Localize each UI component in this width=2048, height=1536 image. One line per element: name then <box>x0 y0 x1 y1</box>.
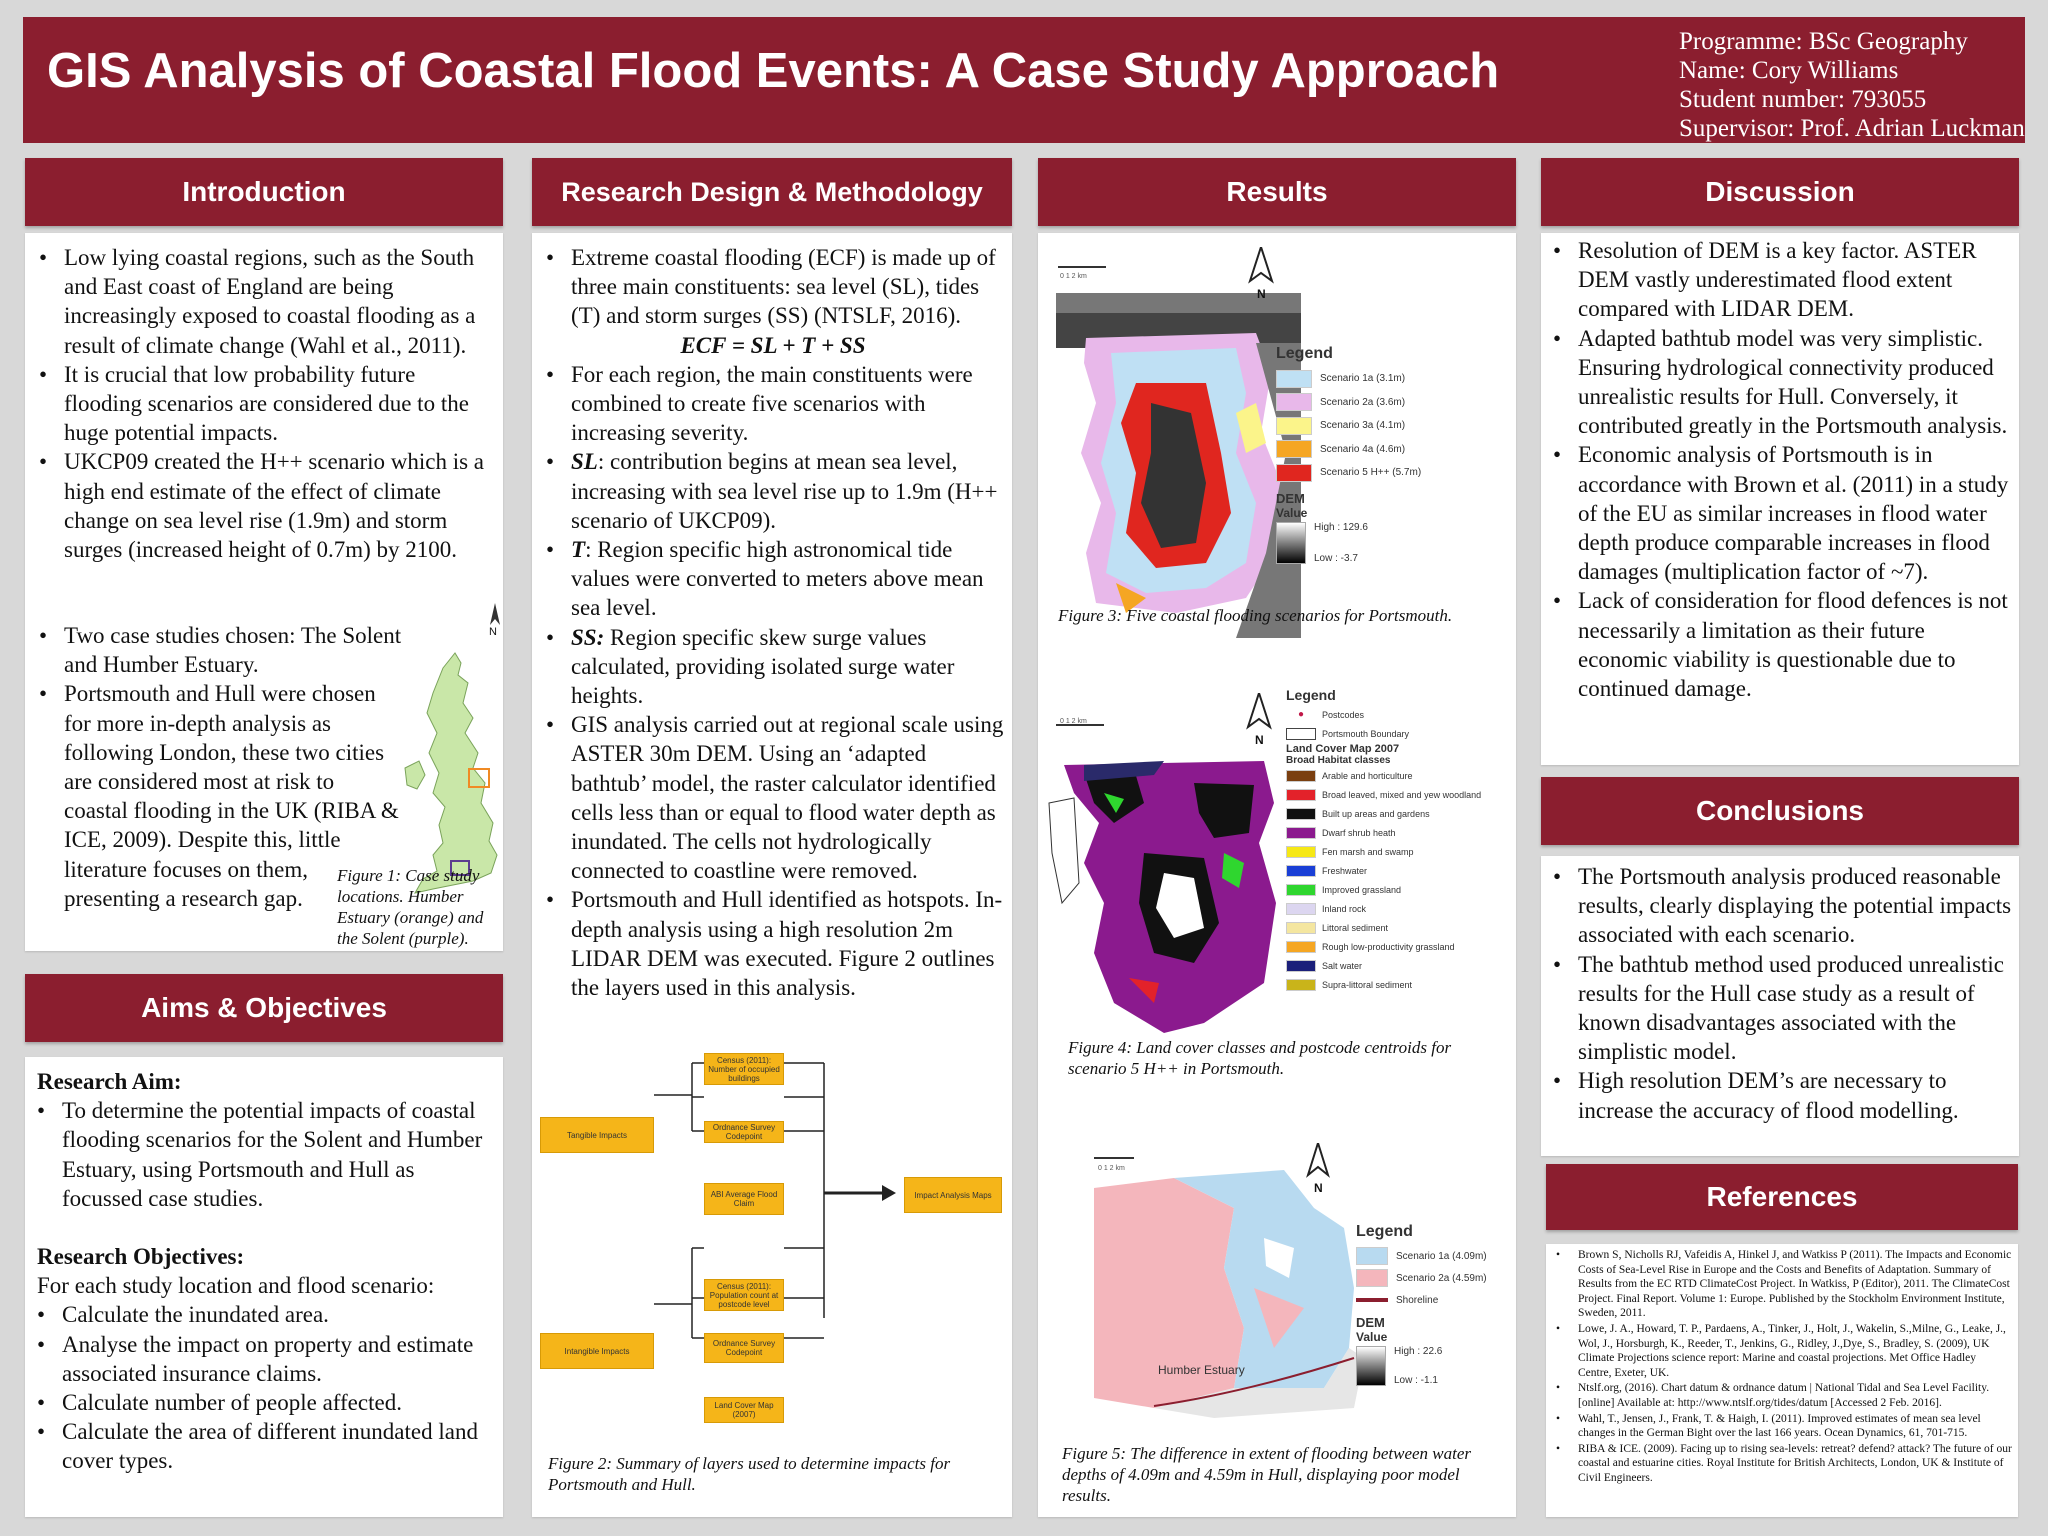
fig4-landcover-title: Land Cover Map 2007 <box>1286 743 1400 755</box>
reference-item: • Wahl, T., Jensen, J., Frank, T. & Haigh, I. (2011). Improved estimates of mean sea level changes in the German Bight over the last 166 years. Ocean Dynamics, 61, 701-715. <box>1546 1412 2012 1441</box>
fig5-dem-ramp <box>1356 1346 1512 1386</box>
conclusions-list <box>1547 862 2013 1125</box>
fig3-scale: 0 1 2 km <box>1060 273 1087 280</box>
fig4-legend-item: Built up areas and gardens <box>1286 804 1512 823</box>
ss-text: Region specific skew surge values calculated, providing isolated surge water heights. <box>571 624 955 709</box>
results-panel <box>1038 233 1516 1517</box>
introduction-panel <box>25 233 503 951</box>
north-arrow-icon <box>1246 693 1272 731</box>
method-item-ss <box>540 623 1006 711</box>
legend-swatch <box>1276 393 1312 411</box>
fig3-dem-low: Low : -3.7 <box>1314 552 1358 564</box>
legend-swatch <box>1286 922 1316 934</box>
objective-item: • Calculate the area of different inundated land cover types. <box>31 1417 497 1475</box>
fig4-legend-item: Supra-littoral sediment <box>1286 975 1512 994</box>
poster-header <box>23 17 2025 143</box>
method-item-t <box>540 535 1006 623</box>
aim-item: • To determine the potential impacts of coastal flooding scenarios for the Solent and Humber Estuary, using Portsmouth and Hull as focussed case studies. <box>31 1096 497 1213</box>
legend-swatch <box>1276 417 1312 435</box>
method-item: • For each region, the main constituents were combined to create five scenarios with increasing severity. <box>540 360 1006 448</box>
discussion-item: • Resolution of DEM is a key factor. ASTER DEM vastly underestimated flood extent compared with LIDAR DEM. <box>1547 236 2013 324</box>
fig5-dem-low: Low : -1.1 <box>1394 1375 1438 1386</box>
ss-label: SS: <box>571 624 605 650</box>
figure5-caption: Figure 5: The difference in extent of flooding between water depths of 4.09m and 4.59m in Hull, displaying poor model results. <box>1062 1444 1472 1505</box>
legend-swatch <box>1286 789 1316 801</box>
t-text: : Region specific high astronomical tide values were converted to meters above mean sea level. <box>571 537 984 621</box>
flow-land-cover: Land Cover Map (2007) <box>704 1397 784 1423</box>
legend-swatch <box>1286 903 1316 915</box>
sl-label: SL <box>571 449 598 475</box>
conclusions-panel <box>1541 856 2019 1156</box>
fig4-legend-item: Fen marsh and swamp <box>1286 842 1512 861</box>
method-item: • Portsmouth and Hull identified as hotspots. In-depth analysis using a high resolution 2m LIDAR DEM was executed. Figure 2 outlines the layers used in this analysis. <box>540 885 1006 1002</box>
author-info <box>1679 27 2025 143</box>
flow-ordnance-1: Ordnance Survey Codepoint <box>704 1121 784 1143</box>
aim-list <box>31 1096 497 1213</box>
discussion-item: • Economic analysis of Portsmouth is in accordance with Brown et al. (2011) in a study of the EU as similar increases in flood water depth produce comparable increases in flood damages (multiplication factor of ~7). <box>1547 440 2013 586</box>
fig3-dem-title: DEM <box>1276 490 1305 506</box>
conclusion-item: • The Portsmouth analysis produced reasonable results, clearly displaying the potential impacts associated with each scenario. <box>1547 862 2013 950</box>
programme: Programme: BSc Geography <box>1679 28 1968 55</box>
fig4-legend-item: Littoral sediment <box>1286 918 1512 937</box>
discussion-list <box>1547 236 2013 703</box>
poster-title: GIS Analysis of Coastal Flood Events: A Case Study Approach <box>47 44 1500 98</box>
supervisor: Supervisor: Prof. Adrian Luckman <box>1679 115 2025 142</box>
methodology-list <box>540 243 1006 1002</box>
fig4-legend-item: Arable and horticulture <box>1286 766 1512 785</box>
aims-content <box>37 1067 497 1476</box>
aim-heading: Research Aim: <box>37 1069 182 1094</box>
flow-census-buildings: Census (2011): Number of occupied buildings <box>704 1053 784 1085</box>
references-heading: References <box>1546 1164 2018 1230</box>
t-label: T <box>571 537 586 563</box>
portsmouth-landcover-map <box>1044 703 1280 1053</box>
fig5-shoreline: Shoreline <box>1356 1289 1512 1311</box>
objective-item: • Calculate the inundated area. <box>31 1300 497 1329</box>
author-name: Name: Cory Williams <box>1679 57 1899 84</box>
method-item: • Extreme coastal flooding (ECF) is made up of three main constituents: sea level (SL), tides (T) and storm surges (SS) (NTSLF, 2016). <box>540 243 1006 331</box>
discussion-item: • Adapted bathtub model was very simplistic. Ensuring hydrological connectivity produced unrealistic results for Hull. Conversely, it contributed greatly in the Portsmouth analysis. <box>1547 324 2013 441</box>
discussion-item: • Lack of consideration for flood defences is not necessarily a limitation as their future economic viability is questionable due to continued damage. <box>1547 586 2013 703</box>
flow-ordnance-2: Ordnance Survey Codepoint <box>704 1333 784 1363</box>
fig3-value-title: Value <box>1276 505 1308 520</box>
intro-item: • It is crucial that low probability future flooding scenarios are considered due to the huge potential impacts. <box>33 360 495 448</box>
fig4-postcodes: ● Postcodes <box>1286 705 1512 724</box>
introduction-heading: Introduction <box>25 158 503 226</box>
fig4-habitat-title: Broad Habitat classes <box>1286 755 1391 766</box>
results-heading: Results <box>1038 158 1516 226</box>
aims-panel <box>25 1057 503 1517</box>
objective-list <box>31 1300 497 1475</box>
intro-item: • Low lying coastal regions, such as the South and East coast of England are being increasingly exposed to coastal flooding as a result of climate change (Wahl et al., 2011). <box>33 243 495 360</box>
legend-swatch <box>1286 808 1316 820</box>
fig4-legend-item: Dwarf shrub heath <box>1286 823 1512 842</box>
fig3-dem-high: High : 129.6 <box>1314 521 1368 533</box>
references-list <box>1546 1248 2012 1487</box>
legend-swatch <box>1286 884 1316 896</box>
methodology-heading: Research Design & Methodology <box>532 158 1012 226</box>
fig3-north-label: N <box>1257 287 1266 301</box>
legend-swatch <box>1356 1247 1388 1265</box>
fig4-boundary: Portsmouth Boundary <box>1286 724 1512 743</box>
fig5-scale: 0 1 2 km <box>1098 1165 1125 1172</box>
fig4-legend-item: Salt water <box>1286 956 1512 975</box>
fig4-legend-title: Legend <box>1286 687 1336 703</box>
fig5-legend-item: Scenario 2a (4.59m) <box>1356 1267 1512 1289</box>
conclusion-item: • The bathtub method used produced unrealistic results for the Hull case study as a result of known disadvantages associated with the simplistic model. <box>1547 950 2013 1067</box>
legend-swatch <box>1356 1269 1388 1287</box>
north-arrow-label: N <box>489 626 497 638</box>
legend-swatch <box>1286 846 1316 858</box>
fig5-dem-title: DEM <box>1356 1315 1385 1330</box>
reference-item: • Brown S, Nicholls RJ, Vafeidis A, Hinkel J, and Watkiss P (2011). The Impacts and Economic Costs of Sea-Level Rise in Europe and the Costs and Benefits of Adaptation. Summary of Results from the EC RTD ClimateCost Project. In Watkiss, P (Editor), 2011. The ClimateCost Project. Final Report. Volume 1: Europe. Published by the Stockholm Environment Institute, Sweden, 2011. <box>1546 1248 2012 1321</box>
ecf-equation: ECF = SL + T + SS <box>680 332 866 358</box>
figure2-caption: Figure 2: Summary of layers used to determine impacts for Portsmouth and Hull. <box>548 1454 951 1494</box>
fig3-legend-item: Scenario 2a (3.6m) <box>1276 391 1506 415</box>
legend-swatch <box>1286 770 1316 782</box>
humber-estuary-label: Humber Estuary <box>1158 1363 1245 1377</box>
objective-item: • Calculate number of people affected. <box>31 1388 497 1417</box>
north-arrow-icon <box>1306 1143 1330 1179</box>
intro-item: • Two case studies chosen: The Solent and Humber Estuary. <box>33 621 403 679</box>
fig4-scale: 0 1 2 km <box>1060 718 1087 725</box>
flow-intangible-impacts: Intangible Impacts <box>540 1333 654 1369</box>
legend-swatch <box>1286 865 1316 877</box>
aims-heading: Aims & Objectives <box>25 974 503 1042</box>
fig3-legend <box>1276 345 1506 564</box>
legend-swatch <box>1286 960 1316 972</box>
portsmouth-flood-map <box>1056 253 1301 638</box>
shoreline-line <box>1356 1298 1388 1302</box>
flow-abi-claim: ABI Average Flood Claim <box>704 1183 784 1215</box>
fig4-legend <box>1286 687 1512 994</box>
method-item-sl <box>540 447 1006 535</box>
fig3-legend-item: Scenario 4a (4.6m) <box>1276 438 1506 462</box>
fig5-value-title: Value <box>1356 1330 1388 1344</box>
flow-tangible-impacts: Tangible Impacts <box>540 1117 654 1153</box>
fig5-legend-item: Scenario 1a (4.09m) <box>1356 1245 1512 1267</box>
discussion-heading: Discussion <box>1541 158 2019 226</box>
objectives-intro: For each study location and flood scenario: <box>37 1273 435 1299</box>
figure3-caption: Figure 3: Five coastal flooding scenarios for Portsmouth. <box>1058 606 1453 625</box>
reference-item: • RIBA & ICE. (2009). Facing up to rising sea-levels: retreat? defend? attack? The future of our coastal and estuarine cities. Royal Institute for British Architects, London, UK & Institute of Civil Engineers. <box>1546 1442 2012 1486</box>
methodology-panel <box>532 233 1012 1517</box>
fig3-legend-item: Scenario 3a (4.1m) <box>1276 414 1506 438</box>
fig3-legend-title: Legend <box>1276 345 1333 362</box>
objective-item: • Analyse the impact on property and estimate associated insurance claims. <box>31 1330 497 1388</box>
reference-item: • Ntslf.org, (2016). Chart datum & ordnance datum | National Tidal and Sea Level Facility. [online] Available at: http://www.ntslf.org/tides/datum [Accessed 2 Feb. 2016]. <box>1546 1381 2012 1410</box>
student-number: Student number: 793055 <box>1679 86 1927 113</box>
conclusion-item: • High resolution DEM’s are necessary to increase the accuracy of flood modelling. <box>1547 1066 2013 1124</box>
north-arrow-icon <box>1248 247 1274 285</box>
legend-swatch <box>1286 827 1316 839</box>
fig3-legend-item: Scenario 1a (3.1m) <box>1276 367 1506 391</box>
objectives-heading: Research Objectives: <box>37 1244 245 1270</box>
fig4-legend-item: Freshwater <box>1286 861 1512 880</box>
legend-swatch <box>1276 464 1312 482</box>
fig5-dem-high: High : 22.6 <box>1394 1346 1443 1357</box>
fig4-north-label: N <box>1255 733 1264 747</box>
flow-impact-maps: Impact Analysis Maps <box>904 1177 1002 1213</box>
references-panel <box>1546 1244 2018 1517</box>
method-item: • GIS analysis carried out at regional scale using ASTER 30m DEM. Using an ‘adapted bathtub’ model, the raster calculator identified cells less than or equal to flood water depth as inundated. The cells not hydrologically connected to coastline were removed. <box>540 710 1006 885</box>
reference-item: • Lowe, J. A., Howard, T. P., Pardaens, A., Tinker, J., Holt, J., Wakelin, S.,Milne, G., Leake, J., Wol, J., Horsburgh, K., Reeder, T., Jenkins, G., Ridley, J.,Dye, S., Bradley, S. (2009), UK Climate Projections science report: Marine and coastal projections. Met Office Hadley Centre, Exeter, UK. <box>1546 1322 2012 1380</box>
fig5-legend-title: Legend <box>1356 1223 1413 1240</box>
legend-swatch <box>1286 979 1316 991</box>
figure1-caption: Figure 1: Case study locations. Humber Estuary (orange) and the Solent (purple). <box>337 866 484 948</box>
legend-swatch <box>1286 728 1316 740</box>
discussion-panel <box>1541 233 2019 765</box>
postcode-dot-icon: ● <box>1297 709 1305 720</box>
hull-flood-map <box>1094 1148 1364 1428</box>
fig4-legend-item: Rough low-productivity grassland <box>1286 937 1512 956</box>
intro-item: • Portsmouth and Hull were chosen for more in-depth analysis as following London, these two cities are considered most at risk to coastal flooding in the UK (RIBA & ICE, 2009). Despite this, little literature focuses on them, presenting a research gap. <box>33 679 403 913</box>
figure4-caption: Figure 4: Land cover classes and postcode centroids for scenario 5 H++ in Portsmouth. <box>1068 1038 1452 1078</box>
dem-gradient <box>1276 522 1306 564</box>
introduction-list <box>33 243 495 564</box>
fig3-dem-ramp <box>1276 522 1506 564</box>
fig3-legend-item: Scenario 5 H++ (5.7m) <box>1276 461 1506 485</box>
fig4-legend-item: Broad leaved, mixed and yew woodland <box>1286 785 1512 804</box>
legend-swatch <box>1286 941 1316 953</box>
dem-gradient <box>1356 1346 1386 1386</box>
fig4-legend-item: Inland rock <box>1286 899 1512 918</box>
intro-item: • UKCP09 created the H++ scenario which is a high end estimate of the effect of climate change on sea level rise (1.9m) and storm surges (increased height of 0.7m) by 2100. <box>33 447 495 564</box>
sl-text: : contribution begins at mean sea level, increasing with sea level rise up to 1.9m (H++ scenario of UKCP09). <box>571 449 998 533</box>
fig5-north-label: N <box>1314 1181 1323 1195</box>
flow-census-population: Census (2011): Population count at postcode level <box>704 1279 784 1311</box>
fig5-legend <box>1356 1223 1512 1386</box>
conclusions-heading: Conclusions <box>1541 777 2019 845</box>
legend-swatch <box>1276 440 1312 458</box>
fig4-legend-item: Improved grassland <box>1286 880 1512 899</box>
legend-swatch <box>1276 370 1312 388</box>
